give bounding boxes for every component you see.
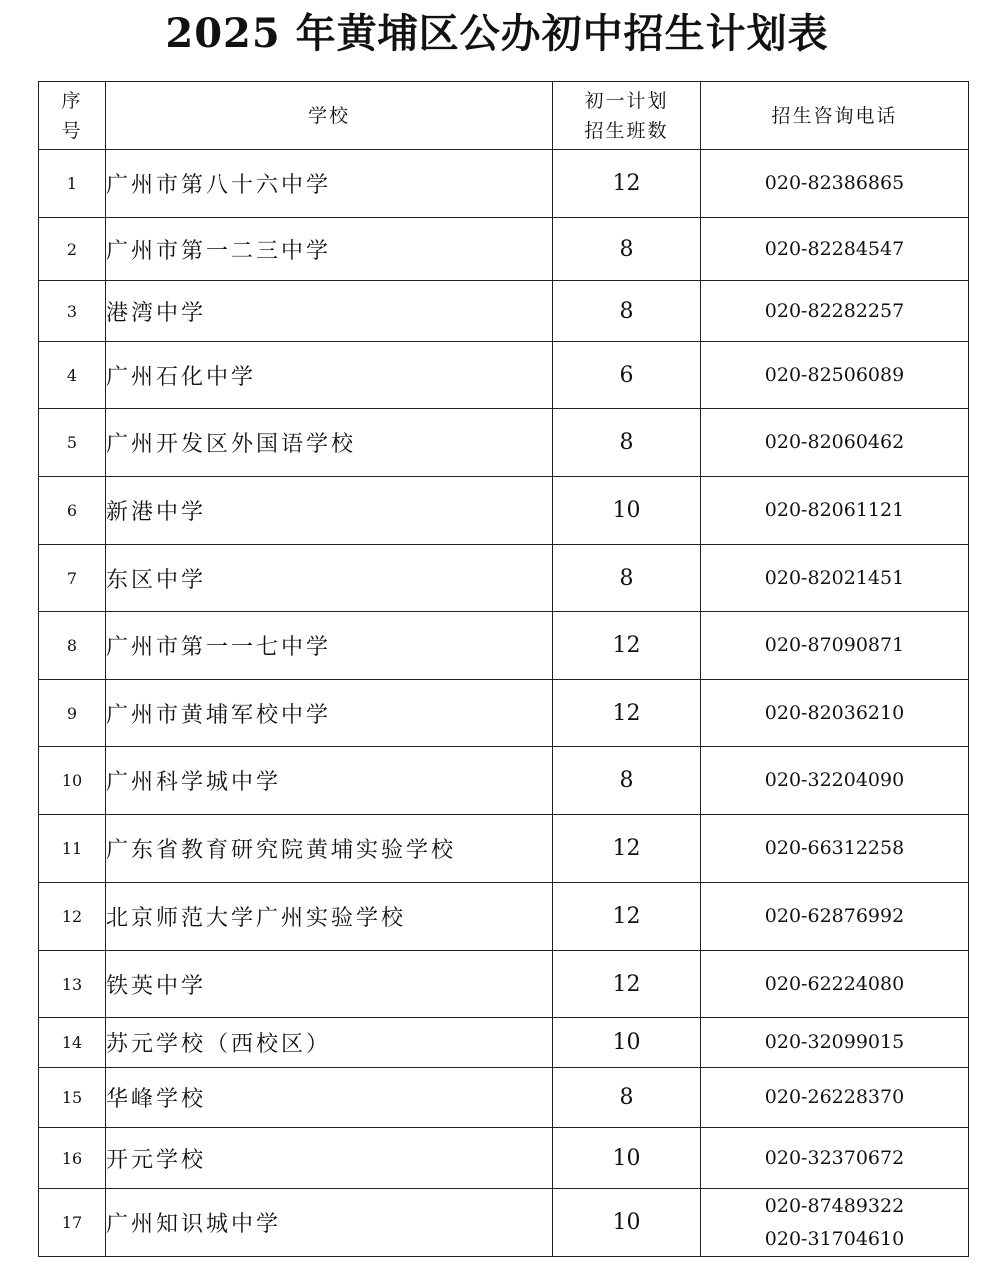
class-count: 8: [553, 218, 701, 281]
school-name: 广州知识城中学: [106, 1189, 553, 1257]
phone-number: 020-82506089: [764, 363, 905, 386]
phone-number: 020-31704610: [764, 1227, 905, 1250]
school-name: 广州开发区外国语学校: [106, 409, 553, 477]
class-count: 12: [553, 951, 701, 1018]
row-index: 2: [39, 218, 106, 281]
header-index: [39, 82, 106, 150]
enrollment-plan-table: [38, 81, 969, 1257]
class-count: 12: [553, 150, 701, 218]
consult-phone: [701, 281, 969, 342]
phone-number: 020-82284547: [764, 237, 905, 260]
table-row: [39, 612, 969, 680]
row-index: 6: [39, 477, 106, 545]
phone-number: 020-32370672: [764, 1146, 905, 1169]
class-count: 10: [553, 1128, 701, 1189]
class-count: 12: [553, 680, 701, 747]
row-index: 9: [39, 680, 106, 747]
consult-phone: [701, 218, 969, 281]
consult-phone: [701, 1128, 969, 1189]
row-index: 14: [39, 1018, 106, 1068]
row-index: 1: [39, 150, 106, 218]
table-row: [39, 477, 969, 545]
school-name: 广州石化中学: [106, 342, 553, 409]
row-index: 11: [39, 815, 106, 883]
consult-phone: [701, 150, 969, 218]
school-name: 北京师范大学广州实验学校: [106, 883, 553, 951]
row-index: 15: [39, 1068, 106, 1128]
class-count: 8: [553, 545, 701, 612]
consult-phone: [701, 342, 969, 409]
row-index: 17: [39, 1189, 106, 1257]
school-name: 广东省教育研究院黄埔实验学校: [106, 815, 553, 883]
table-row: [39, 150, 969, 218]
header-classes-line-2: 招生班数: [584, 119, 669, 142]
school-name: 广州科学城中学: [106, 747, 553, 815]
phone-number: 020-82021451: [764, 566, 905, 589]
table-row: [39, 951, 969, 1018]
consult-phone: [701, 680, 969, 747]
class-count: 10: [553, 1018, 701, 1068]
table-row: [39, 342, 969, 409]
consult-phone: [701, 951, 969, 1018]
header-index-line-2: 号: [61, 119, 83, 142]
class-count: 8: [553, 409, 701, 477]
school-name: 铁英中学: [106, 951, 553, 1018]
header-school: 学校: [106, 82, 553, 150]
header-classes: [553, 82, 701, 150]
header-index-line-1: 序: [61, 89, 83, 112]
row-index: 12: [39, 883, 106, 951]
phone-number: 020-82060462: [764, 431, 905, 453]
class-count: 6: [553, 342, 701, 409]
class-count: 10: [553, 477, 701, 545]
consult-phone: [701, 883, 969, 951]
phone-number: 020-87489322: [764, 1194, 905, 1217]
school-name: 华峰学校: [106, 1068, 553, 1128]
row-index: 10: [39, 747, 106, 815]
table-row: [39, 1018, 969, 1068]
table-row: [39, 747, 969, 815]
phone-number: 020-82061121: [764, 499, 905, 521]
row-index: 16: [39, 1128, 106, 1189]
header-classes-line-1: 初一计划: [584, 89, 669, 112]
class-count: 8: [553, 281, 701, 342]
phone-number: 020-32099015: [764, 1031, 905, 1053]
phone-number: 020-66312258: [764, 837, 905, 859]
phone-number: 020-82282257: [764, 299, 905, 322]
table-row: [39, 545, 969, 612]
table-row: [39, 815, 969, 883]
table-row: [39, 218, 969, 281]
row-index: 4: [39, 342, 106, 409]
phone-number: 020-32204090: [764, 769, 905, 791]
table-body: [39, 150, 969, 1257]
class-count: 8: [553, 747, 701, 815]
phone-number: 020-62224080: [764, 972, 905, 995]
phone-number: 020-87090871: [764, 634, 905, 656]
school-name: 苏元学校（西校区）: [106, 1018, 553, 1068]
row-index: 7: [39, 545, 106, 612]
table-row: [39, 281, 969, 342]
header-phone: 招生咨询电话: [701, 82, 969, 150]
table-row: [39, 883, 969, 951]
consult-phone: [701, 1018, 969, 1068]
consult-phone: [701, 409, 969, 477]
row-index: 8: [39, 612, 106, 680]
consult-phone: [701, 545, 969, 612]
consult-phone: [701, 1068, 969, 1128]
phone-number: 020-62876992: [764, 905, 905, 927]
school-name: 广州市第八十六中学: [106, 150, 553, 218]
school-name: 广州市黄埔军校中学: [106, 680, 553, 747]
phone-number: 020-82036210: [764, 701, 905, 724]
page-title: 2025 年黄埔区公办初中招生计划表: [165, 10, 829, 57]
table-row: [39, 1068, 969, 1128]
table-row: [39, 680, 969, 747]
class-count: 8: [553, 1068, 701, 1128]
consult-phone: [701, 477, 969, 545]
school-name: 新港中学: [106, 477, 553, 545]
table-row: [39, 1189, 969, 1257]
school-name: 广州市第一二三中学: [106, 218, 553, 281]
class-count: 12: [553, 612, 701, 680]
school-name: 广州市第一一七中学: [106, 612, 553, 680]
table-header-row: [39, 82, 969, 150]
consult-phone: [701, 815, 969, 883]
class-count: 12: [553, 815, 701, 883]
class-count: 12: [553, 883, 701, 951]
row-index: 5: [39, 409, 106, 477]
row-index: 13: [39, 951, 106, 1018]
consult-phone: [701, 747, 969, 815]
table-row: [39, 409, 969, 477]
class-count: 10: [553, 1189, 701, 1257]
school-name: 开元学校: [106, 1128, 553, 1189]
school-name: 港湾中学: [106, 281, 553, 342]
phone-number: 020-26228370: [764, 1086, 905, 1108]
table-row: [39, 1128, 969, 1189]
phone-number: 020-82386865: [764, 172, 905, 194]
school-name: 东区中学: [106, 545, 553, 612]
consult-phone: [701, 1189, 969, 1257]
consult-phone: [701, 612, 969, 680]
row-index: 3: [39, 281, 106, 342]
